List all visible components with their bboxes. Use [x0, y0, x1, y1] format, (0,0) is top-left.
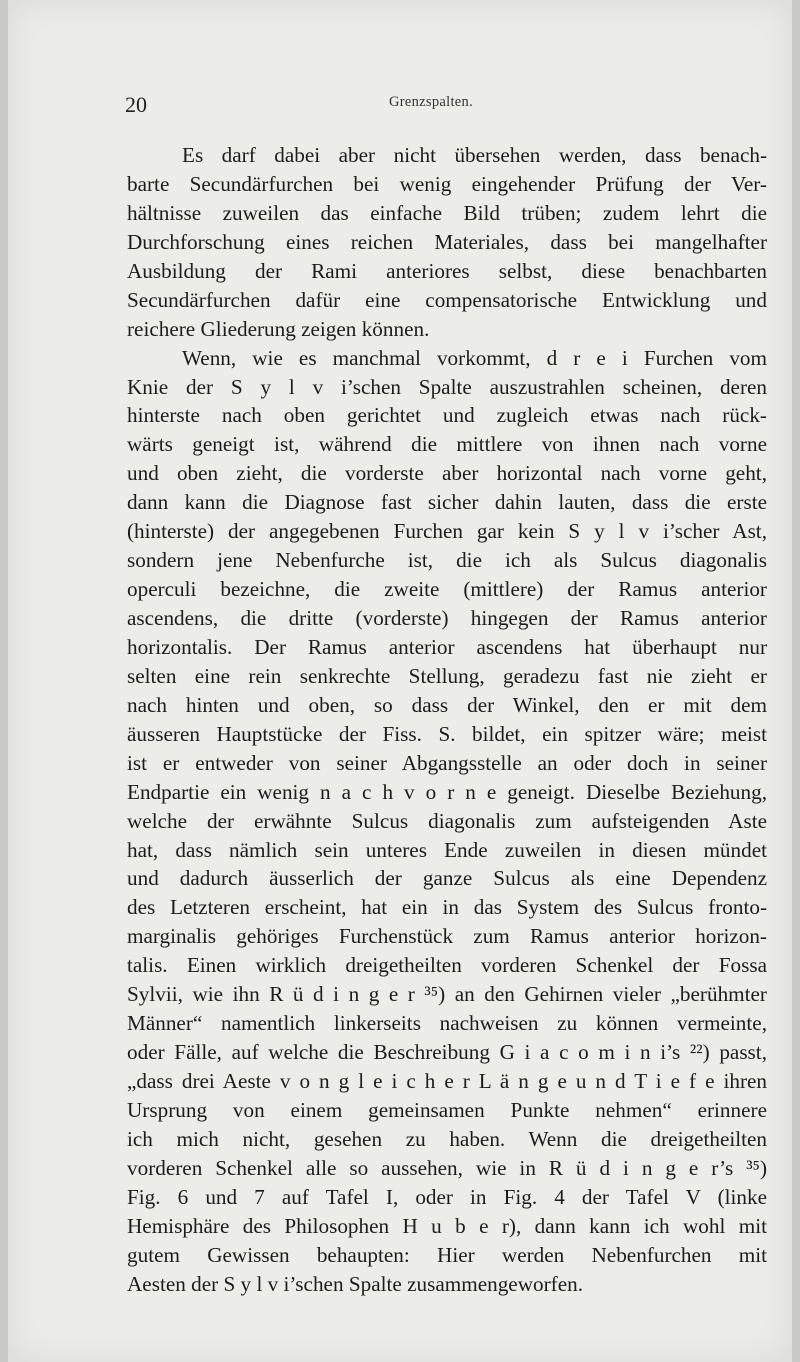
text-line: ascendens, die dritte (vorderste) hingegen der Ramus anterior	[127, 606, 767, 630]
text-line: hinterste nach oben gerichtet und zugleich etwas nach rück-	[127, 403, 767, 428]
text-line: äusseren Hauptstücke der Fiss. S. bildet, ein spitzer wäre; meist	[127, 721, 767, 746]
text-line: ich mich nicht, gesehen zu haben. Wenn die dreigetheilten	[127, 1126, 767, 1151]
text-line: Secundärfurchen dafür eine compensatorische Entwicklung und	[127, 287, 767, 312]
text-line: Sylvii, wie ihn R ü d i n g e r ³⁵) an den Gehirnen vieler „berühmter	[127, 982, 767, 1007]
text-line: Männer“ namentlich linkerseits nachweisen zu können vermeinte,	[127, 1011, 767, 1036]
page-number: 20	[125, 92, 147, 117]
text-line: Fig. 6 und 7 auf Tafel I, oder in Fig. 4 der Tafel V (linke	[127, 1184, 767, 1209]
page-header	[125, 92, 765, 122]
text-line: (hinterste) der angegebenen Furchen gar kein S y l v i’scher Ast,	[127, 519, 767, 544]
text-line: Hemisphäre des Philosophen H u b e r), dann kann ich wohl mit	[127, 1213, 767, 1238]
text-line: „dass drei Aeste v o n g l e i c h e r L ä n g e u n d T i e f e ihren	[127, 1069, 767, 1093]
text-line: Ausbildung der Rami anteriores selbst, diese benachbarten	[127, 258, 767, 283]
text-line: talis. Einen wirklich dreigetheilten vorderen Schenkel der Fossa	[127, 953, 767, 978]
text-line: Ursprung von einem gemeinsamen Punkte nehmen“ erinnere	[127, 1097, 767, 1122]
paragraph	[127, 141, 767, 344]
text-line: und oben zieht, die vorderste aber horizontal nach vorne geht,	[127, 461, 767, 486]
body-text	[127, 141, 767, 1299]
text-line: horizontalis. Der Ramus anterior ascendens hat überhaupt nur	[127, 634, 767, 659]
book-page	[8, 0, 792, 1362]
text-line: gutem Gewissen behaupten: Hier werden Nebenfurchen mit	[127, 1242, 767, 1267]
text-line: oder Fälle, auf welche die Beschreibung G i a c o m i n i’s ²²) passt,	[127, 1040, 767, 1065]
text-line: marginalis gehöriges Furchenstück zum Ramus anterior horizon-	[127, 924, 767, 949]
text-line: reichere Gliederung zeigen können.	[127, 316, 430, 341]
text-line: ist er entweder von seiner Abgangsstelle an oder doch in seiner	[127, 750, 767, 775]
paragraph	[127, 344, 767, 1299]
text-line: hältnisse zuweilen das einfache Bild trüben; zudem lehrt die	[127, 200, 767, 225]
text-line: und dadurch äusserlich der ganze Sulcus als eine Dependenz	[127, 866, 767, 891]
running-title: Grenzspalten.	[389, 94, 474, 110]
text-line: Endpartie ein wenig n a c h v o r n e geneigt. Dieselbe Beziehung,	[127, 779, 767, 804]
text-line: vorderen Schenkel alle so aussehen, wie in R ü d i n g e r’s ³⁵)	[127, 1155, 767, 1180]
text-line: Durchforschung eines reichen Materiales, dass bei mangelhafter	[127, 229, 767, 254]
text-line: Knie der S y l v i’schen Spalte auszustrahlen scheinen, deren	[127, 374, 767, 399]
text-line: nach hinten und oben, so dass der Winkel, den er mit dem	[127, 692, 767, 717]
text-line: operculi bezeichne, die zweite (mittlere) der Ramus anterior	[127, 577, 767, 602]
text-line: Aesten der S y l v i’schen Spalte zusammengeworfen.	[127, 1271, 583, 1296]
text-line: selten eine rein senkrechte Stellung, geradezu fast nie zieht er	[127, 663, 767, 688]
text-line: hat, dass nämlich sein unteres Ende zuweilen in diesen mündet	[127, 837, 767, 862]
text-line: sondern jene Nebenfurche ist, die ich als Sulcus diagonalis	[127, 548, 767, 573]
text-line: dann kann die Diagnose fast sicher dahin lauten, dass die erste	[127, 490, 767, 515]
text-line: des Letzteren erscheint, hat ein in das System des Sulcus fronto-	[127, 895, 767, 920]
text-line: Wenn, wie es manchmal vorkommt, d r e i Furchen vom	[182, 345, 767, 370]
text-line: welche der erwähnte Sulcus diagonalis zum aufsteigenden Aste	[127, 808, 767, 833]
text-line: Es darf dabei aber nicht übersehen werden, dass benach-	[182, 143, 767, 167]
text-line: barte Secundärfurchen bei wenig eingehender Prüfung der Ver-	[127, 171, 767, 196]
text-line: wärts geneigt ist, während die mittlere von ihnen nach vorne	[127, 432, 767, 457]
